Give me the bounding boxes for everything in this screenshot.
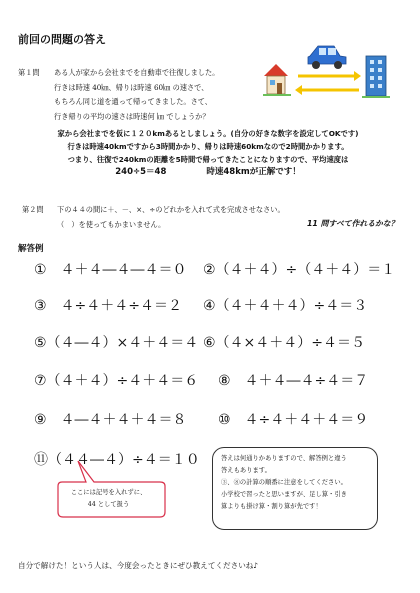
answer-1-line: つまり、往復で240kmの距離を5時間で帰ってきたことになりますので、平均速度は (67, 155, 349, 164)
office-building-icon (362, 56, 390, 98)
house-icon (263, 64, 291, 96)
note-line: 答えは何通りかありますので、解答例と違う (221, 455, 347, 462)
answer-1-result: 時速48kmが正解です！ (206, 167, 301, 177)
problem-2 (22, 203, 402, 232)
note-box (212, 447, 378, 530)
page-title: 前回の問題の答え (18, 33, 106, 46)
equation-8: ⑧ ４＋４―４÷４＝７ (218, 373, 369, 389)
problem-2-hint: 11 問すべて作れるかな？ (307, 219, 399, 228)
arrow-right-icon (298, 71, 361, 81)
equation-2: ②（４＋４）÷（４＋４）＝１ (203, 262, 396, 278)
closing-message: 自分で解けた！という人は、今度会ったときにぜひ教えてくださいね♪ (18, 561, 259, 570)
problem-1-line: もちろん同じ道を通って帰ってきました。さて、 (54, 97, 212, 106)
problem-1-line: 行きは時速 40㎞、帰りは時速 60㎞ の速さで、 (54, 82, 209, 92)
equation-1: ① ４＋４―４―４＝０ (34, 262, 187, 278)
equation-3: ③ ４÷４＋４÷４＝２ (34, 298, 183, 314)
problem-2-line: 下の４４の間に＋、－、×、÷のどれかを入れて式を完成させなさい。 (57, 205, 285, 214)
problem-1 (18, 66, 268, 124)
answer-1-line: 行きは時速40kmですから3時間かかり、帰りは時速60kmなので2時間かかります。 (67, 142, 349, 151)
commute-illustration (262, 42, 392, 110)
equation-9: ⑨ ４―４＋４＋４＝８ (34, 412, 187, 428)
equation-11: ⑪（４４―４）÷４＝１０ (34, 452, 200, 468)
callout-line: 44 として扱う (87, 501, 130, 508)
note-line: 小学校で習ったと思いますが、足し算・引き (221, 491, 347, 498)
answer-1 (18, 127, 398, 179)
arrow-left-icon (295, 85, 359, 95)
answer-1-calculation: 240÷5＝48 (115, 167, 167, 177)
problem-2-line: （ ）を使ってもかまいません。 (57, 219, 166, 229)
problem-1-line: ある人が家から会社までを自動車で往復しました。 (54, 68, 220, 77)
note-line: ③、⑧の計算の順番に注意をしてください。 (221, 479, 347, 486)
equation-6: ⑥（４×４＋４）÷４＝５ (203, 335, 366, 351)
equation-7: ⑦（４＋４）÷４＋４＝６ (34, 373, 199, 389)
equation-4: ④（４＋４＋４）÷４＝３ (203, 298, 368, 314)
answer-1-line: 家から会社までを仮に１２０kmあるとしましょう。(自分の好きな数字を設定してOKです) (57, 129, 359, 138)
note-line: 答えもあります。 (221, 467, 271, 474)
problem-1-line: 行き帰りの平均の速さは時速何 ㎞ でしょうか？ (54, 111, 210, 121)
equation-5: ⑤（４―４）×４＋４＝４ (34, 335, 199, 351)
note-line: 算よりも掛け算・割り算が先です！ (221, 503, 322, 510)
equation-10: ⑩ ４÷４＋４＋４＝９ (218, 412, 369, 428)
callout-line: ここには記号を入れずに、 (70, 489, 147, 496)
answers-heading: 解答例 (18, 244, 44, 254)
callout-text (56, 487, 161, 511)
problem-1-label: 第１問 (18, 68, 40, 77)
problem-2-label: 第２問 (22, 205, 44, 214)
car-icon (308, 46, 346, 69)
